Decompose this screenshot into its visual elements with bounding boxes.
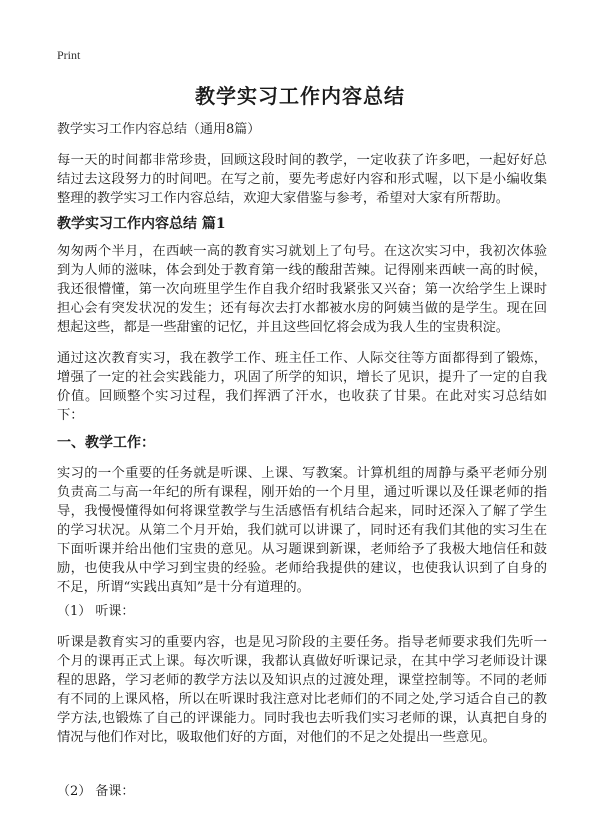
section-heading-block	[57, 214, 547, 234]
intro-block	[57, 151, 547, 208]
paragraph-4-block	[57, 633, 547, 747]
paragraph-2-block	[57, 349, 547, 425]
document-subtitle: 教学实习工作内容总结（通用8篇）	[57, 122, 261, 137]
paragraph-4: 听课是教育实习的重要内容，也是见习阶段的主要任务。指导老师要求我们先听一个月的课再正式上课。每次听课，我都认真做好听课记录，在其中学习老师设计课程的思路，学习老师的教学方法以及知识点的过渡处理，课堂控制等。不同的老师有不同的上课风格，所以在听课时我注意对比老师们的不同之处,学习适合自己的教学方法,也锻炼了自己的评课能力。同时我也去听我们实习老师的课，认真把自身的情况与他们作对比，吸取他们好的方面，对他们的不足之处提出一些意见。	[57, 635, 547, 745]
section-heading: 教学实习工作内容总结 篇1	[57, 216, 226, 232]
sub-2-block	[57, 782, 547, 801]
sub-1-block	[57, 602, 547, 621]
print-label: Print	[57, 48, 81, 62]
intro-paragraph: 每一天的时间都非常珍贵，回顾这段时间的教学，一定收获了许多吧，一起好好总结过去这段努力的时间吧。在写之前，要先考虑好内容和形式喔，以下是小编收集整理的教学实习工作内容总结，欢迎大家借鉴与参考，希望对大家有所帮助。	[57, 153, 547, 206]
paragraph-3-block	[57, 464, 547, 597]
subheading-preparation: （2） 备课：	[57, 784, 135, 799]
paragraph-1-block	[57, 242, 547, 337]
paragraph-3: 实习的一个重要的任务就是听课、上课、写教案。计算机组的周静与桑平老师分别负责高二与高一年纪的所有课程，刚开始的一个月里，通过听课以及任课老师的指导，我慢慢懂得如何将课堂教学与生活感悟有机结合起来，同时还深入了解了学生的学习状况。从第二个月开始，我们就可以讲课了，同时还有我们其他的实习生在下面听课并给出他们宝贵的意见。从习题课到新课，老师给予了我极大地信任和鼓励，也使我从中学习到宝贵的经验。老师给我提供的建议，也使我认识到了自身的不足，所谓“实践出真知”是十分有道理的。	[57, 466, 547, 595]
subheading-listening: （1） 听课：	[57, 604, 135, 619]
teaching-heading: 一、教学工作：	[57, 435, 155, 451]
teaching-heading-block	[57, 433, 547, 453]
paragraph-2: 通过这次教育实习，我在教学工作、班主任工作、人际交往等方面都得到了锻炼，增强了一定的社会实践能力，巩固了所学的知识，增长了见识，提升了一定的自我价值。回顾整个实习过程，我们挥洒了汗水，也收获了甘果。在此对实习总结如下：	[57, 351, 547, 423]
paragraph-1: 匆匆两个半月，在西峡一高的教育实习就划上了句号。在这次实习中，我初次体验到为人师的滋味，体会到处于教育第一线的酸甜苦辣。记得刚来西峡一高的时候，我还很懵懂，第一次向班里学生作自我介绍时我紧张又兴奋；第一次给学生上课时担心会有突发状况的发生；还有每次去打水都被水房的阿姨当做的是学生。现在回想起这些，都是一些甜蜜的记忆，并且这些回忆将会成为我人生的宝贵积淀。	[57, 244, 547, 335]
subtitle-block	[57, 120, 547, 139]
page-title: 教学实习工作内容总结	[195, 84, 405, 108]
